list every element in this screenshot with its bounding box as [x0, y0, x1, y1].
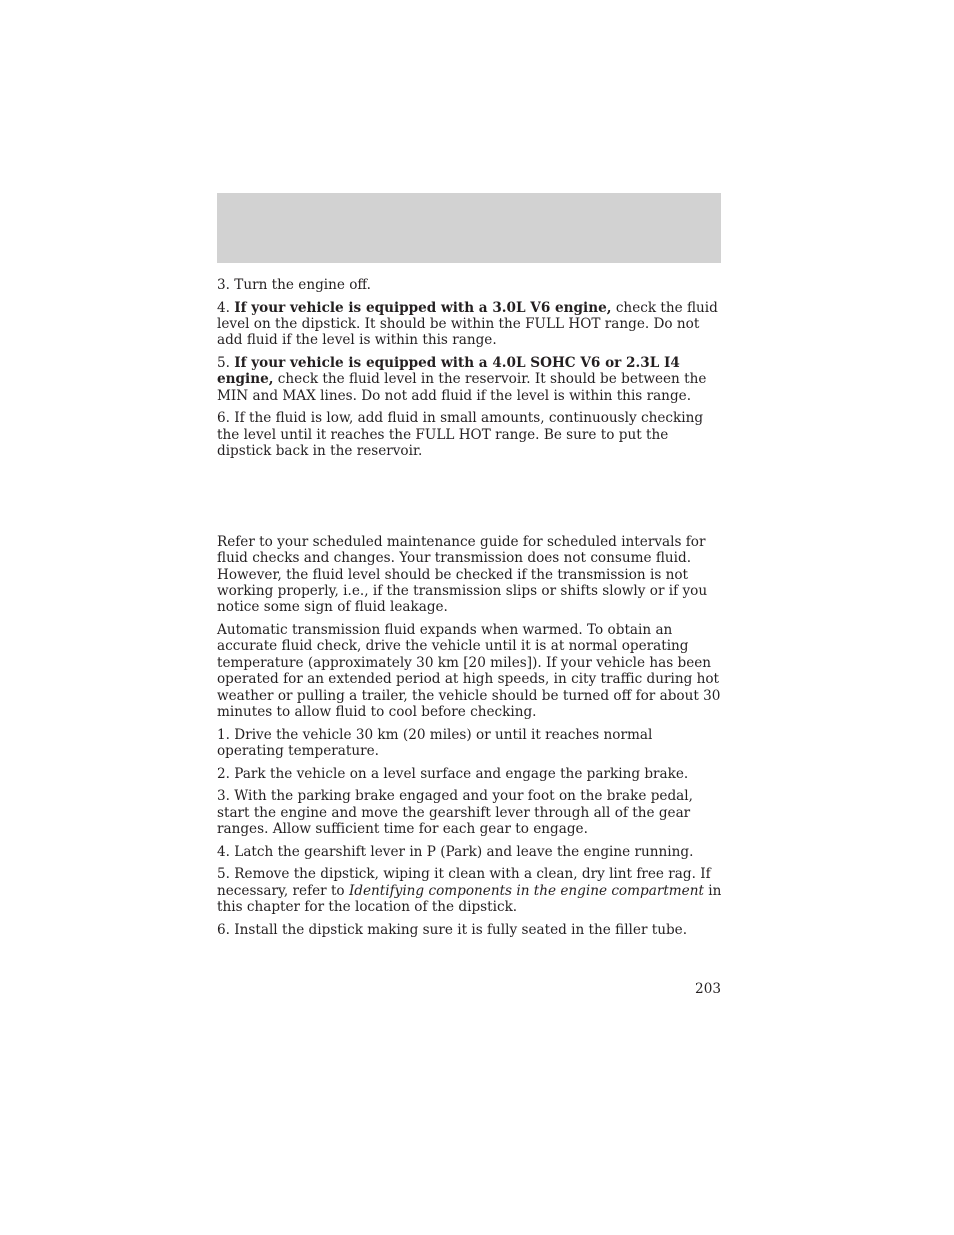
section-gap [217, 466, 723, 534]
step-number: 5. [217, 355, 235, 371]
intro-paragraph: Refer to your scheduled maintenance guide for scheduled intervals for fluid checks and changes. Your transmission does not consume fluid. However, the fluid level should be checked if the transmission is not working properly, i.e., if the transmission slips or shifts slowly or if you notice some sign of fluid leakage. [217, 533, 708, 616]
step-text: 5. Remove the dipstick, wiping it clean with a clean, dry lint free rag. If necessary, refer to [217, 866, 711, 899]
check-step-5 [217, 866, 723, 915]
check-step-1: 1. Drive the vehicle 30 km (20 miles) or until it reaches normal operating temperature. [217, 726, 653, 760]
cross-reference: Identifying components in the engine compartment [348, 882, 704, 899]
step-3-turn-engine-off: 3. Turn the engine off. [217, 277, 371, 293]
header-band [217, 193, 721, 263]
step-6-add-fluid: 6. If the fluid is low, add fluid in small amounts, continuously checking the level until it reaches the FULL HOT range. Be sure to put the dipstick back in the reservoir. [217, 410, 704, 460]
check-step-6: 6. Install the dipstick making sure it is fully seated in the filler tube. [217, 921, 688, 938]
page-number: 203 [695, 981, 721, 997]
intro-paragraph: Automatic transmission fluid expands when warmed. To obtain an accurate fluid check, drive the vehicle until it is at normal operating temperature (approximately 30 km [20 miles]). If your vehicle has been operated for an extended period at high speeds, in city traffic during hot weather or pulling a trailer, the vehicle should be turned off for about 30 minutes to allow fluid to cool before checking. [217, 622, 721, 721]
step-4-check-dipstick [217, 300, 723, 349]
step-instruction: check the fluid level in the reservoir. It should be between the MIN and MAX lines. Do not add fluid if the level is within this range. [217, 371, 707, 404]
step-instruction: check the fluid level on the dipstick. It should be within the FULL HOT range. Do not add fluid if the level is within this range. [217, 299, 718, 349]
step-text: in this chapter for the location of the dipstick. [217, 882, 722, 916]
check-step-2: 2. Park the vehicle on a level surface and engage the parking brake. [217, 765, 689, 782]
step-condition: If your vehicle is equipped with a 4.0L SOHC V6 or 2.3L I4 engine, [217, 355, 680, 388]
step-number: 4. [217, 299, 235, 316]
page-content [217, 277, 723, 944]
check-step-4: 4. Latch the gearshift lever in P (Park) and leave the engine running. [217, 843, 694, 860]
check-step-3: 3. With the parking brake engaged and your foot on the brake pedal, start the engine and move the gearshift lever through all of the gear ranges. Allow sufficient time for each gear to engage. [217, 788, 693, 838]
step-5-check-reservoir [217, 355, 723, 404]
step-condition: If your vehicle is equipped with a 3.0L V6 engine, [234, 299, 612, 316]
